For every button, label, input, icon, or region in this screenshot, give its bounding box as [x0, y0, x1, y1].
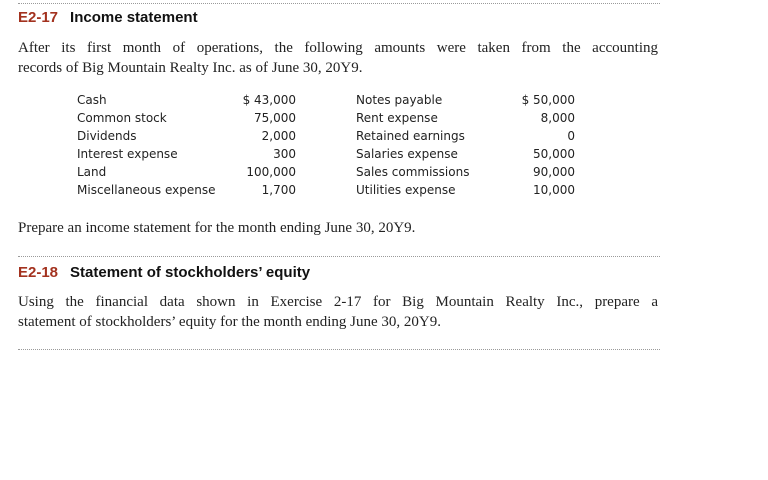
- left-account-value: 1,700: [261, 183, 296, 197]
- table-row: [77, 109, 575, 127]
- exercise-title: Income statement: [70, 9, 198, 26]
- left-account-value: 75,000: [254, 111, 296, 125]
- right-account-value: 8,000: [540, 111, 575, 125]
- left-account-value: 2,000: [261, 129, 296, 143]
- table-row: [77, 163, 575, 181]
- exercise-number: E2-17: [18, 9, 59, 26]
- exercise-title: Statement of stockholders’ equity: [70, 264, 311, 281]
- left-account-label: Common stock: [77, 111, 167, 125]
- exercise-number: E2-18: [18, 264, 59, 281]
- intro-line: records of Big Mountain Realty Inc. as of June 30, 20Y9.: [18, 60, 363, 76]
- left-account-value: 100,000: [246, 165, 296, 179]
- text-line: Using the financial data shown in Exercise 2-17 for Big Mountain Realty Inc., prepare a: [18, 294, 658, 310]
- account-balances-table: [77, 91, 575, 199]
- exercise-text: [18, 292, 658, 332]
- right-account-label: Sales commissions: [356, 165, 470, 179]
- exercise-intro: [18, 38, 658, 78]
- exercise-heading-e2-17: [18, 9, 198, 26]
- left-account-label: Land: [77, 165, 107, 179]
- account-balances-body: [77, 91, 575, 199]
- bottom-divider: [18, 349, 660, 350]
- top-divider: [18, 3, 660, 4]
- right-account-label: Salaries expense: [356, 147, 458, 161]
- right-account-label: Retained earnings: [356, 129, 465, 143]
- right-account-label: Notes payable: [356, 93, 443, 107]
- exercise-instruction: Prepare an income statement for the month ending June 30, 20Y9.: [18, 220, 416, 236]
- section-divider: [18, 256, 660, 257]
- table-row: [77, 181, 575, 199]
- table-row: [77, 91, 575, 109]
- left-account-label: Cash: [77, 93, 107, 107]
- left-account-label: Dividends: [77, 129, 137, 143]
- right-account-value: 10,000: [533, 183, 575, 197]
- right-account-label: Rent expense: [356, 111, 438, 125]
- intro-line: After its first month of operations, the following amounts were taken from the accounting: [18, 40, 658, 56]
- left-account-label: Miscellaneous expense: [77, 183, 216, 197]
- right-account-value: 90,000: [533, 165, 575, 179]
- right-account-value: $ 50,000: [521, 93, 575, 107]
- exercise-heading-e2-18: [18, 264, 310, 281]
- right-account-label: Utilities expense: [356, 183, 456, 197]
- right-account-value: 0: [567, 129, 575, 143]
- table-row: [77, 127, 575, 145]
- left-account-value: 300: [273, 147, 296, 161]
- right-account-value: 50,000: [533, 147, 575, 161]
- text-line: statement of stockholders’ equity for the month ending June 30, 20Y9.: [18, 314, 441, 330]
- table-row: [77, 145, 575, 163]
- left-account-value: $ 43,000: [242, 93, 296, 107]
- left-account-label: Interest expense: [77, 147, 178, 161]
